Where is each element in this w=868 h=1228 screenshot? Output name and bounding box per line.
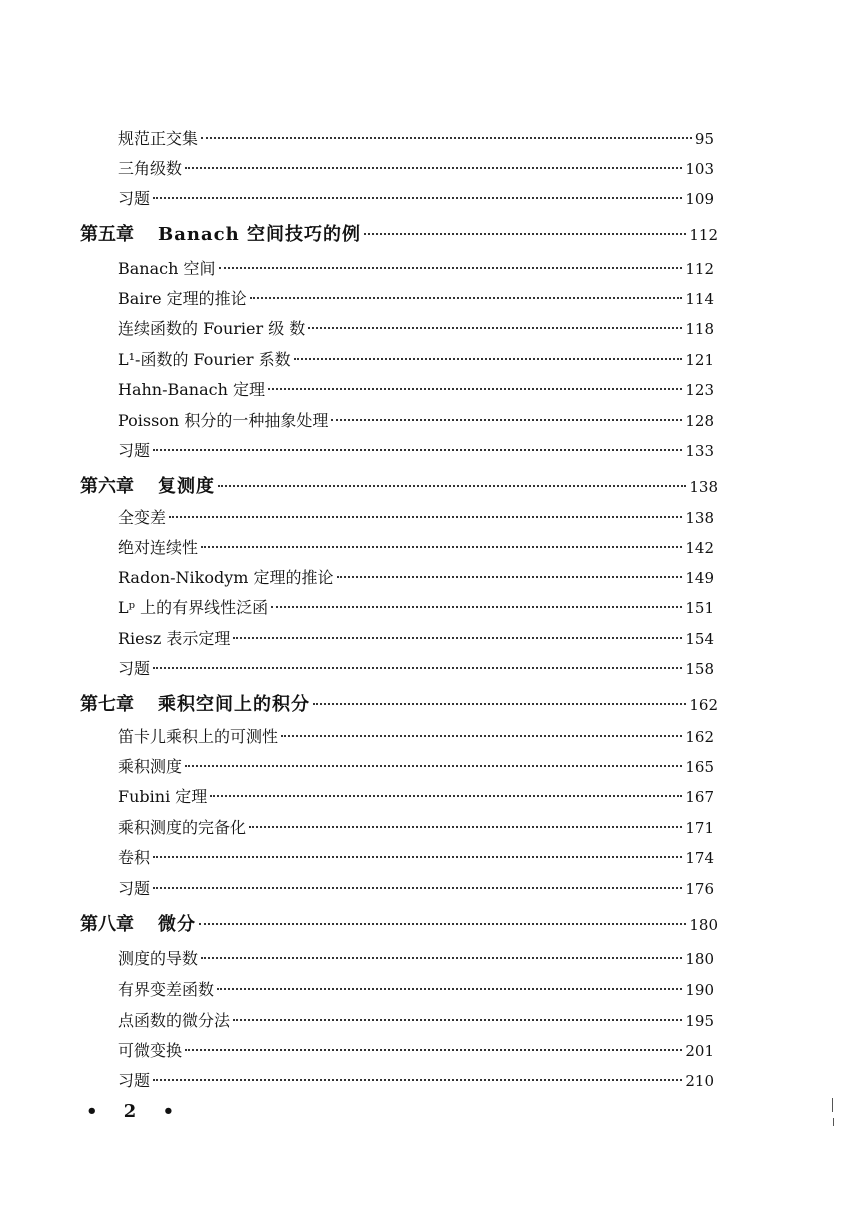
toc-section-row — [118, 438, 714, 461]
dot-leader — [199, 923, 686, 925]
dot-leader — [271, 606, 682, 608]
page-number: 158 — [685, 660, 714, 678]
dot-leader — [250, 297, 683, 299]
toc-section-row — [118, 626, 714, 649]
page-number: 103 — [685, 160, 714, 178]
page-folio: • 2 • — [86, 1101, 185, 1122]
dot-leader — [153, 449, 682, 451]
page-number: 142 — [685, 539, 714, 557]
toc-section-row — [118, 1038, 714, 1061]
toc-section-row — [118, 256, 714, 279]
chapter-title: 复测度 — [158, 476, 215, 497]
section-title: Lᵖ 上的有界线性泛函 — [118, 598, 269, 617]
section-title: Hahn-Banach 定理 — [118, 380, 266, 399]
dot-leader — [217, 988, 682, 990]
page-number: 162 — [689, 696, 718, 714]
page-number: 151 — [685, 599, 714, 617]
page-number: 195 — [685, 1012, 714, 1030]
toc-section-row — [118, 408, 714, 431]
dot-leader — [169, 516, 682, 518]
page-number: 210 — [685, 1072, 714, 1090]
toc-section-row — [118, 754, 714, 777]
section-title: 乘积测度 — [118, 757, 183, 776]
section-title: 笛卡儿乘积上的可测性 — [118, 727, 279, 746]
section-title: Radon-Nikodym 定理的推论 — [118, 568, 334, 587]
chapter-number: 第五章 — [80, 224, 134, 245]
toc-section-row — [118, 784, 714, 807]
page-number: 114 — [685, 290, 714, 308]
section-title: 乘积测度的完备化 — [118, 818, 247, 837]
dot-leader — [268, 388, 682, 390]
section-title: 绝对连续性 — [118, 538, 199, 557]
toc-section-row — [118, 595, 714, 618]
section-title: Poisson 积分的一种抽象处理 — [118, 411, 329, 430]
section-title: Fubini 定理 — [118, 787, 208, 806]
toc-section-row — [118, 347, 714, 370]
toc-chapter-row — [80, 472, 718, 498]
dot-leader — [201, 957, 682, 959]
dot-leader — [331, 419, 682, 421]
toc-section-row — [118, 186, 714, 209]
toc-section-row — [118, 724, 714, 747]
page-number: 133 — [685, 442, 714, 460]
section-title: 连续函数的 Fourier 级 数 — [118, 319, 306, 338]
toc-section-row — [118, 156, 714, 179]
chapter-number: 第七章 — [80, 694, 134, 715]
toc-section-row — [118, 946, 714, 969]
scan-mark — [832, 1098, 833, 1112]
dot-leader — [313, 703, 686, 705]
page-number: 128 — [685, 412, 714, 430]
chapter-title: Banach 空间技巧的例 — [158, 224, 361, 245]
section-title: L¹-函数的 Fourier 系数 — [118, 350, 291, 369]
toc-section-row — [118, 565, 714, 588]
toc-section-row — [118, 977, 714, 1000]
page-number: 149 — [685, 569, 714, 587]
dot-leader — [233, 1019, 682, 1021]
dot-leader — [281, 735, 682, 737]
dot-leader — [337, 576, 683, 578]
section-title: 习题 — [118, 659, 151, 678]
toc-section-row — [118, 815, 714, 838]
toc-section-row — [118, 845, 714, 868]
chapter-number: 第六章 — [80, 476, 134, 497]
dot-leader — [153, 667, 682, 669]
dot-leader — [218, 485, 686, 487]
section-title: 习题 — [118, 1071, 151, 1090]
dot-leader — [185, 1049, 682, 1051]
section-title: 有界变差函数 — [118, 980, 215, 999]
page-number: 201 — [685, 1042, 714, 1060]
toc-section-row — [118, 656, 714, 679]
dot-leader — [153, 887, 682, 889]
toc-section-row — [118, 126, 714, 149]
page-number: 176 — [685, 880, 714, 898]
page-number: 123 — [685, 381, 714, 399]
dot-leader — [233, 637, 682, 639]
page-number: 180 — [685, 950, 714, 968]
dot-leader — [153, 856, 682, 858]
page-number: 167 — [685, 788, 714, 806]
dot-leader — [308, 327, 682, 329]
page-number: 171 — [685, 819, 714, 837]
toc-section-row — [118, 1068, 714, 1091]
section-title: 习题 — [118, 441, 151, 460]
toc-chapter-row — [80, 220, 718, 246]
page-number: 95 — [694, 130, 714, 148]
page-number: 190 — [685, 981, 714, 999]
section-title: 三角级数 — [118, 159, 183, 178]
dot-leader — [210, 795, 682, 797]
page-number: 138 — [689, 478, 718, 496]
dot-leader — [364, 233, 686, 235]
dot-leader — [201, 137, 692, 139]
section-title: 可微变换 — [118, 1041, 183, 1060]
section-title: Banach 空间 — [118, 259, 216, 278]
page-number: 165 — [685, 758, 714, 776]
dot-leader — [219, 267, 683, 269]
chapter-title: 乘积空间上的积分 — [158, 694, 310, 715]
toc-chapter-row — [80, 690, 718, 716]
page-number: 121 — [685, 351, 714, 369]
page-number: 180 — [689, 916, 718, 934]
section-title: 习题 — [118, 189, 151, 208]
dot-leader — [201, 546, 682, 548]
dot-leader — [294, 358, 683, 360]
page-number: 118 — [685, 320, 714, 338]
toc-section-row — [118, 535, 714, 558]
section-title: 规范正交集 — [118, 129, 199, 148]
page-number: 109 — [685, 190, 714, 208]
toc-section-row — [118, 1008, 714, 1031]
toc-section-row — [118, 377, 714, 400]
section-title: 测度的导数 — [118, 949, 199, 968]
section-title: 习题 — [118, 879, 151, 898]
dot-leader — [185, 765, 682, 767]
chapter-title: 微分 — [158, 914, 196, 935]
section-title: 卷积 — [118, 848, 151, 867]
dot-leader — [153, 1079, 682, 1081]
page-number: 112 — [685, 260, 714, 278]
dot-leader — [249, 826, 682, 828]
dot-leader — [153, 197, 682, 199]
section-title: Riesz 表示定理 — [118, 629, 231, 648]
dot-leader — [185, 167, 682, 169]
chapter-number: 第八章 — [80, 914, 134, 935]
section-title: 点函数的微分法 — [118, 1011, 231, 1030]
scan-mark — [833, 1118, 834, 1126]
toc-section-row — [118, 286, 714, 309]
page-number: 138 — [685, 509, 714, 527]
toc-section-row — [118, 316, 714, 339]
toc-chapter-row — [80, 910, 718, 936]
page-number: 112 — [689, 226, 718, 244]
toc-section-row — [118, 505, 714, 528]
page-number: 174 — [685, 849, 714, 867]
section-title: Baire 定理的推论 — [118, 289, 247, 308]
page-number: 154 — [685, 630, 714, 648]
page-number: 162 — [685, 728, 714, 746]
toc-section-row — [118, 876, 714, 899]
section-title: 全变差 — [118, 508, 167, 527]
